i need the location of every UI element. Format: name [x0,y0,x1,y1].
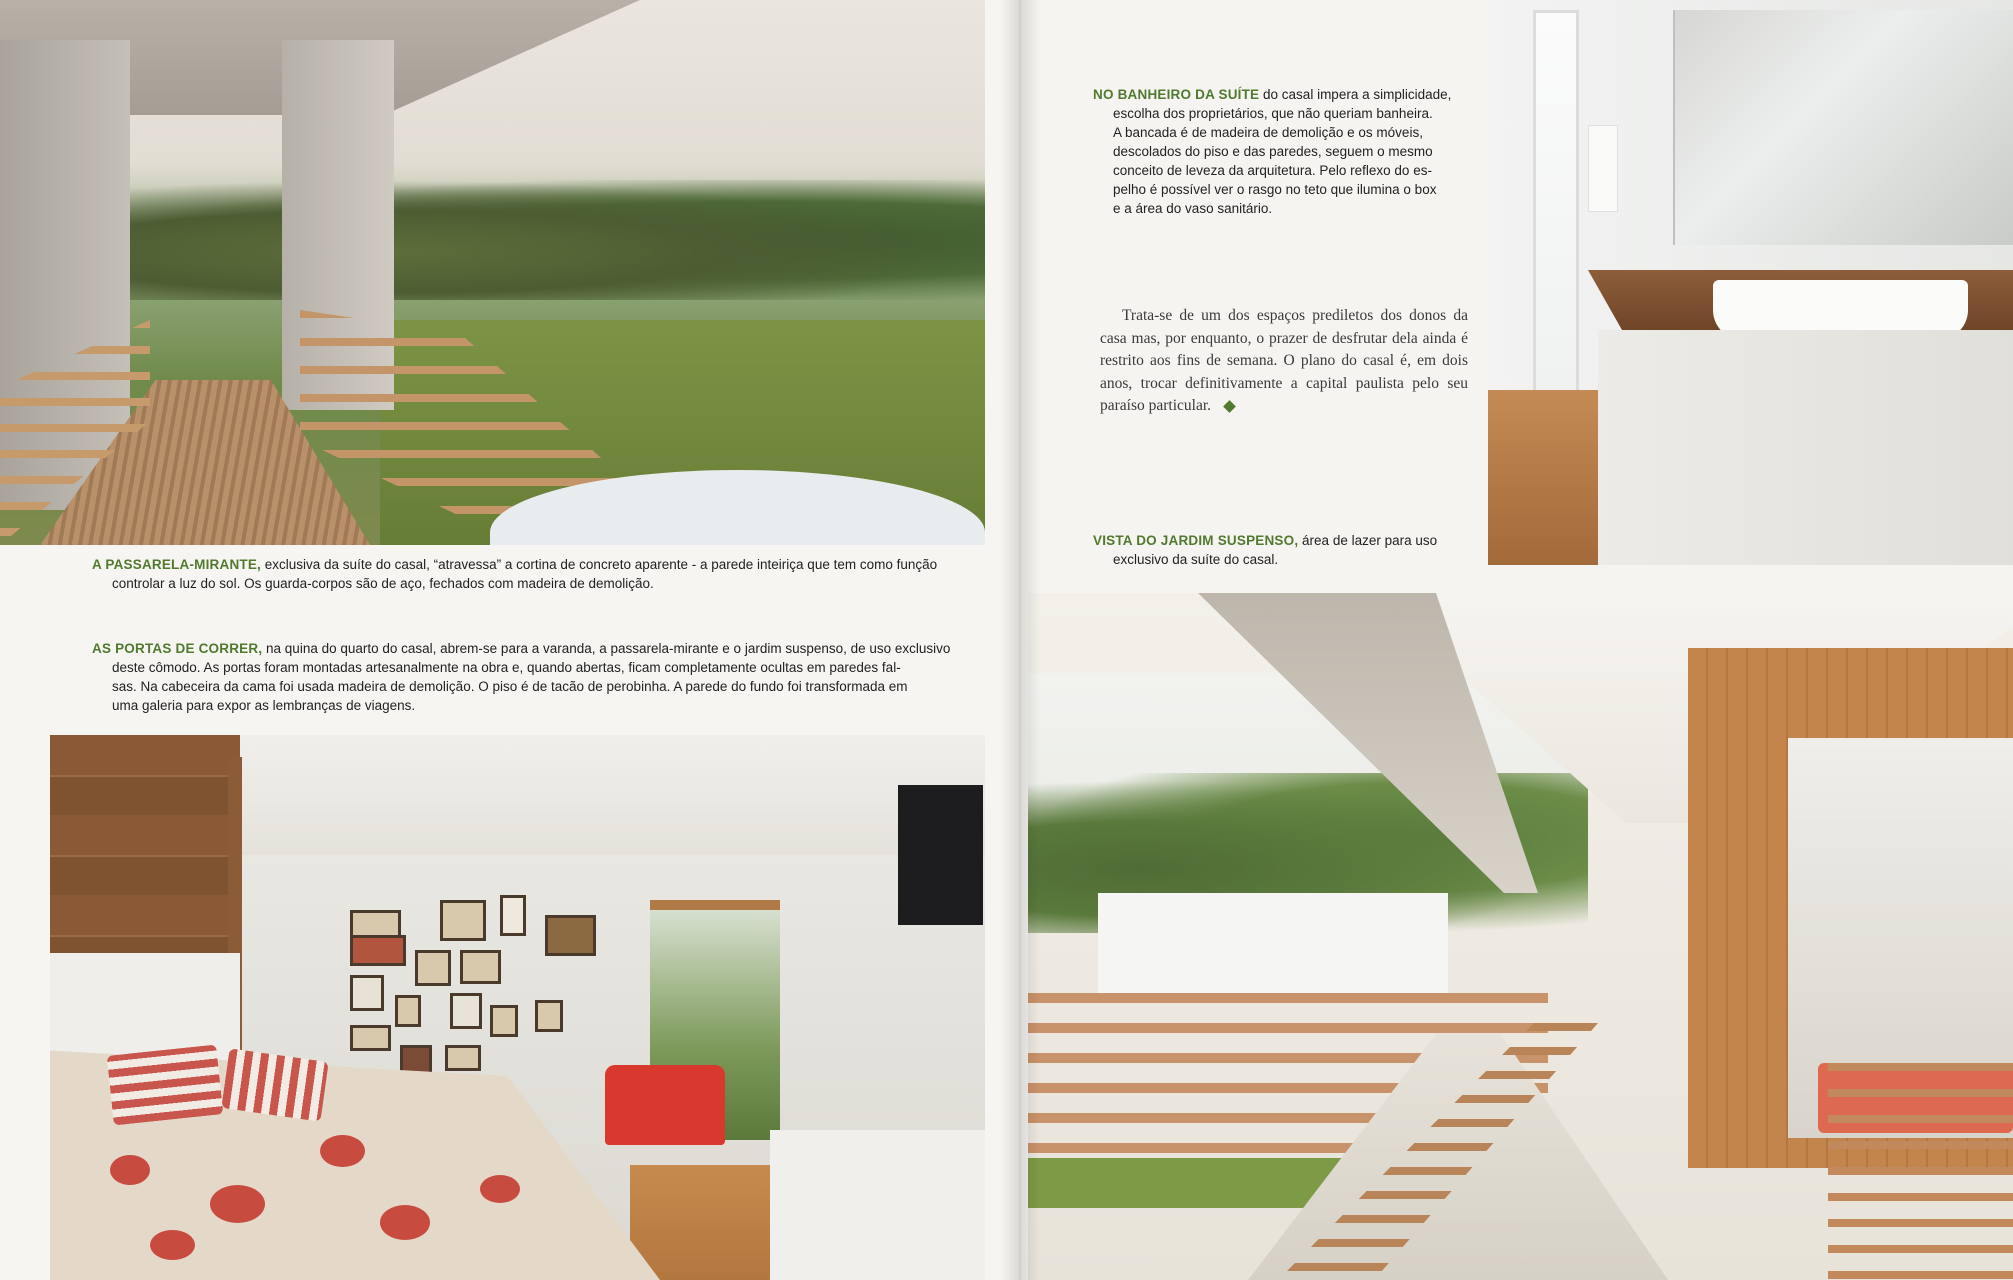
garden-caption [1093,531,1478,569]
walkway-caption [92,555,992,593]
red-armchair [605,1065,725,1145]
gallery-frame [490,1005,518,1037]
bedroom-photo [50,735,985,1280]
bathroom-caption-lead: NO BANHEIRO DA SUÍTE [1093,87,1260,102]
gallery-frame [445,1045,481,1071]
hand-towel [1588,125,1618,212]
bathroom-caption-line6: pelho é possível ver o rasgo no teto que ilumina o box [1113,182,1437,197]
walkway-caption-line1: exclusiva da suíte do casal, “atravessa” a cortina de concreto aparente - a parede inteiriça que tem como função [264,557,938,572]
bathroom-caption-line2: escolha dos proprietários, que não queriam banheira. [1113,106,1433,121]
trees-backdrop [130,180,985,300]
vanity-cabinet [1598,330,2013,565]
article-paragraph [1100,305,1468,418]
bathroom-mirror [1673,10,2013,245]
gallery-frame [460,950,501,984]
quilt-flower [480,1175,520,1203]
bathroom-caption [1093,85,1478,218]
wall-tv [898,785,983,925]
gallery-frame [350,1025,391,1051]
sliding-doors-caption-line4: uma galeria para expor as lembranças de viagens. [112,698,416,713]
sliding-doors-caption-line2: deste cômodo. As portas foram montadas artesanalmente na obra e, quando abertas, ficam completamente ocultas em paredes fal- [112,660,901,675]
terrace-garden-photo [1028,593,2013,1280]
quilt-flower [320,1135,365,1167]
sliding-doors-caption-line3: sas. Na cabeceira da cama foi usada madeira de demolição. O piso é de tacão de perobinha. A parede do fundo foi transformada em [112,679,908,694]
bedroom-ceiling [240,735,985,855]
bathroom-window [1533,10,1579,436]
gallery-frame [395,995,421,1027]
quilt-flower [110,1155,150,1185]
bathroom-caption-line7: e a área do vaso sanitário. [1113,201,1273,216]
garden-caption-lead: VISTA DO JARDIM SUSPENSO, [1093,533,1299,548]
gallery-frame [440,900,486,941]
sliding-doors-caption [92,639,992,715]
gallery-frame [450,993,482,1029]
walkway-caption-lead: A PASSARELA-MIRANTE, [92,557,261,572]
gallery-frame [415,950,451,986]
checkered-pillow [107,1044,224,1125]
walkway-caption-line2: controlar a luz do sol. Os guarda-corpos são de aço, fechados com madeira de demolição. [112,576,654,591]
right-guard-rail [1828,1063,2013,1280]
quilt-flower [380,1205,430,1240]
walkway-photo [0,0,985,545]
gallery-frame [350,975,384,1011]
bathroom-photo [1488,0,2013,565]
sliding-doors-caption-lead: AS PORTAS DE CORRER, [92,641,263,656]
quilt-flower [150,1230,195,1260]
quilt-flower [210,1185,265,1223]
gallery-frame [350,935,406,966]
gallery-frame [535,1000,563,1032]
white-wall [1098,893,1448,1003]
bathroom-caption-line5: conceito de leveza da arquitetura. Pelo reflexo do es- [1113,163,1432,178]
wood-headboard-wall [50,735,240,955]
garden-caption-line1: área de lazer para uso [1302,533,1438,548]
bathroom-caption-line3: A bancada é de madeira de demolição e os móveis, [1113,125,1423,140]
bathroom-caption-line4: descolados do piso e das paredes, seguem o mesmo [1113,144,1433,159]
article-paragraph-text: Trata-se de um dos espaços prediletos dos donos da casa mas, por enquanto, o prazer de desfrutar dela ainda é restrito aos fins de semana. O plano do casal é, em dois anos, trocar definitivamente a capital paulista pelo seu paraíso particular. [1100,307,1468,414]
bathroom-caption-line1: do casal impera a simplicidade, [1263,87,1452,102]
gallery-frame [545,915,596,956]
gallery-frame [500,895,526,936]
sliding-doors-caption-line1: na quina do quarto do casal, abrem-se para a varanda, a passarela-mirante e o jardim suspenso, de uso exclusivo [266,641,951,656]
garden-caption-line2: exclusivo da suíte do casal. [1113,552,1279,567]
diamond-bullet-icon [1223,400,1236,413]
white-cabinet [770,1130,985,1280]
